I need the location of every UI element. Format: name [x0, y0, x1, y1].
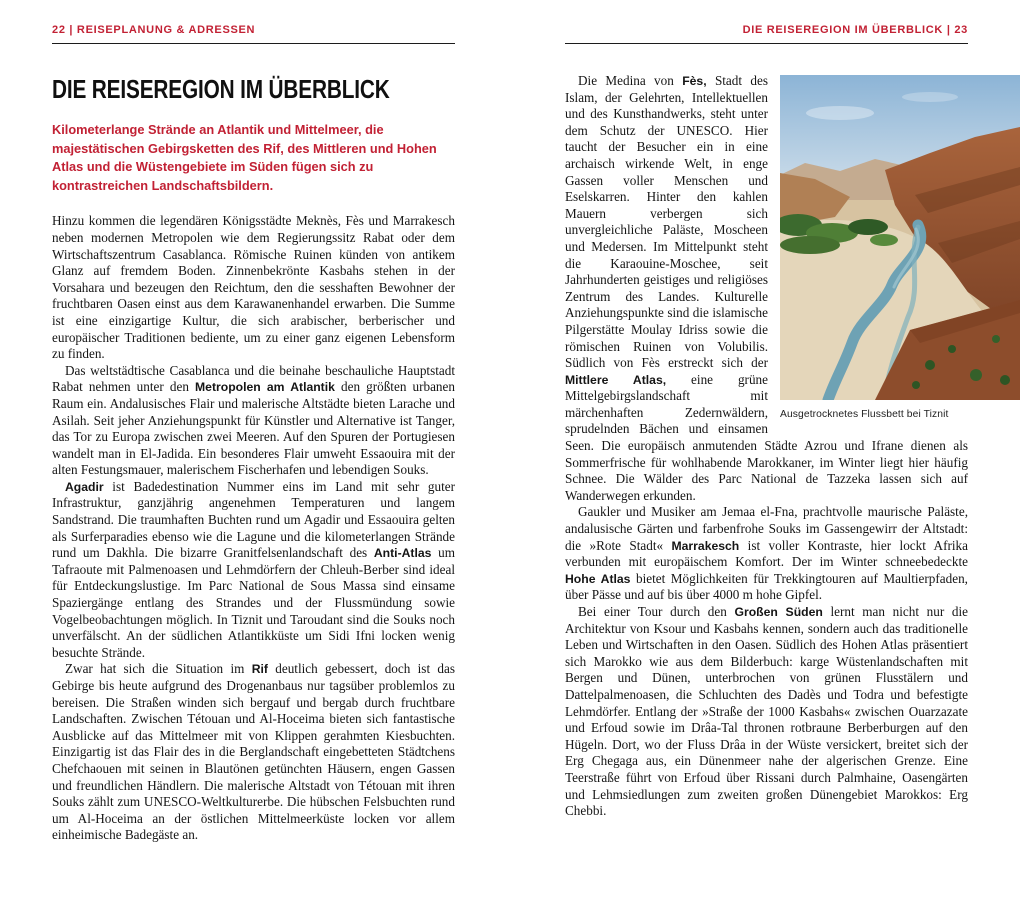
head-rule-left — [52, 43, 455, 44]
text-run: deutlich gebessert, doch ist das Gebirge bis heute aufgrund des Drogenanbaus nur tagsüber problemlos zu bereisen. Die Straßen winden sich bergauf und bergab durch fruchtbare Landschaften. Zwischen Tétouan und Al-Hoceima bieten sich fantastische Ausblicke auf das Mittelmeer mit von Klippen gerahmten Kiesbuchten. Einzigartig ist das Flair des in die Berglandschaft eingebetteten Städtchens Chefchaouen mit seinen in Blautönen getünchten Häusern, engen Gassen und freundlichen Händlern. Die malerische Altstadt von Tétouan mit ihren Souks zählt zum UNESCO-Weltkulturerbe. Die hübschen Felsbuchten rund um Al-Hoceima an der östlichen Mittelmeerküste locken vor allem einheimische Badegäste an. — [52, 661, 455, 843]
text-run: lernt man nicht nur die Architektur von Ksour und Kasbahs kennen, sondern auch das traditionelle Leben und Wirtschaften in den Oasen. Südlich des Hohen Atlas präsentiert sich Marokko wie aus dem Bilderbuch: karge Wüstenlandschaften mit Bergen und Dünen, unterbrochen von grünen Flusstälern und Dattelpalmenoasen, die Schluchten des Dadès und Todra und befestigte Lehmdörfer. Entlang der »Straße der 1000 Kasbahs« zwischen Ouarzazate und Erfoud sowie im Drâa-Tal thronen rotbraune Berberburgen auf den Hügeln. Dort, wo der Fluss Drâa in der Wüste versickert, breitet sich der Erg Chegaga aus, ein Dünenmeer nahe der algerischen Grenze. Eine Teerstraße führt von Erfoud über Rissani durch Palmhaine, Oasengärten und Lehmsiedlungen zum zweiten großen Dünengebiet Marokkos: Erg Chebbi. — [565, 604, 969, 819]
text-run: Das weltstädtische Casablanca und die beinahe beschauliche Hauptstadt Rabat nehmen unter den — [52, 362, 455, 395]
running-head-right: DIE REISEREGION IM ÜBERBLICK | 23 — [742, 24, 968, 36]
keyword: Agadir — [65, 479, 104, 494]
lead-paragraph: Kilometerlange Strände an Atlantik und Mittelmeer, die majestätischen Gebirgsketten des Rif, des Mittleren und Hohen Atlas und die Wüstengebiete im Süden fügen sich zu kontrastreichen Landschaftsbildern. — [52, 122, 437, 193]
keyword: Rif — [251, 662, 268, 677]
text-run: Zwar hat sich die Situation im — [65, 661, 252, 677]
text-run: eine grüne Mittelgebirgslandschaft mit märchenhaften Zedernwäldern, sprudelnden Bächen und einsamen Seen. Die europäisch anmutenden Städte Azrou und Ifrane dienen als Sommerfrische für wohlhabende Marokkaner, im Winter liegt hier häufig Schnee. Die Wälder des Parc National de Tazzeka lassen sich auf Wanderwegen erkunden. — [565, 371, 968, 503]
keyword: Marrakesch — [671, 538, 740, 553]
right-body-text — [565, 73, 968, 820]
photo-caption: Ausgetrocknetes Flussbett bei Tiznit — [780, 409, 949, 420]
keyword: Anti-Atlas — [373, 546, 432, 561]
text-run: Die Medina von — [578, 73, 683, 88]
photo-desert-riverbed — [780, 75, 1020, 400]
text-run: ist voller Kontraste, hier lockt Afrika verbunden mit europäischem Komfort. Der im Winter schneebedeckte — [565, 537, 968, 570]
text-run: Stadt des Islam, der Gelehrten, Intellektuellen und des Kunsthandwerks, steht unter dem Schutz der UNESCO. Hier taucht der Besucher ein in eine archaisch wirkende Welt, in enge Gassen voller Menschen und Eselskarren. Hinter den kahlen Mauern verbergen sich unvergleichliche Paläste, Moscheen und Medersen. Im Mittelpunkt steht die Karaouine-Moschee, seit Jahrhunderten geistiges und religiöses Zentrum des Landes. Kulturelle Anziehungspunkte sind die islamische Pilgerstätte Moulay Idriss sowie die römischen Ruinen von Volubilis. Südlich von Fès erstreckt sich der — [565, 73, 768, 371]
paragraph — [565, 604, 968, 820]
text-run: ist Badedestination Nummer eins im Land mit sehr guter Infrastruktur, ganzjährig angenehmen Temperaturen und langem Sandstrand. Die traumhaften Buchten rund um Agadir und Essaouira gelten als Surferparadies ebenso wie die Lagune und die kilometerlangen Strände rund um Dakhla. Die bizarre Granitfelsenlandschaft des — [52, 478, 455, 561]
text-run: bietet Möglichkeiten für Trekkingtouren auf Maultierpfaden, über Pässe und auf bis über 4000 m hohe Gipfel. — [565, 570, 968, 603]
page-title: DIE REISEREGION IM ÜBERBLICK — [52, 74, 390, 104]
head-rule-right — [565, 43, 968, 44]
text-run: Gaukler und Musiker am Jemaa el-Fna, prachtvolle maurische Paläste, andalusische Gärten und farbenfrohe Souks im Gassengewirr der Altstadt: die »Rote Stadt« — [565, 504, 968, 553]
page-right — [510, 0, 1020, 898]
paragraph — [52, 213, 455, 362]
text-run: Bei einer Tour durch den — [578, 604, 735, 619]
running-head-left: 22 | REISEPLANUNG & ADRESSEN — [52, 24, 256, 36]
left-body-text — [52, 213, 455, 844]
text-run: Hinzu kommen die legendären Königsstädte Meknès, Fès und Marrakesch neben modernen Metropolen wie dem Regierungssitz Rabat oder dem Wirtschaftszentrum Casablanca. Römische Ruinen künden von antikem Glanz auf fremdem Boden. Zinnenbekrönte Kasbahs stehen in der Vorsahara und bezeugen den Reichtum, den die sesshaften Bewohner der fruchtbaren Oasen einst aus dem Karawanenhandel erwarben. Die Summe ist eine einzigartige Kultur, die sich arabischer, berberischer und europäischer Traditionen bediente, um zu einer ganz eigenen Lebensform zu finden. — [52, 213, 455, 362]
paragraph — [52, 661, 455, 844]
text-run: um Tafraoute mit Palmenoasen und Lehmdörfern der Chleuh-Berber sind ideal für Entdeckungslustige. Im Parc National de Sous Massa sind einsame Spaziergänge entlang des Strandes und der Flussmündung sowie Vogelbeobachtungen möglich. In Tiznit und Taroudant sind die Souks noch unverfälscht. An der südlichen Atlantikküste um Sidi Ifni locken wenig besuchte Strände. — [52, 545, 455, 660]
keyword: Metropolen am Atlantik — [195, 380, 335, 395]
paragraph — [52, 479, 455, 662]
paragraph — [52, 363, 455, 479]
keyword: Hohe Atlas — [565, 571, 631, 586]
keyword: Großen Süden — [734, 605, 823, 619]
paragraph — [565, 504, 968, 604]
photo-figure — [780, 75, 1020, 424]
keyword: Fès, — [682, 74, 707, 88]
text-run: den größten urbanen Raum ein. Andalusisches Flair und malerische Altstädte bieten Larache und Asilah. Seit jeher Anziehungspunkt für Künstler und Alternative ist Tanger, das Tor zu Europa zwischen zwei Meeren. Auf den Spuren der Portugiesen wandelt man in El-Jadida. Ein besonderes Flair umweht Essaouira mit der alten Festungsmauer, malerischem Fischerhafen und lebendigen Souks. — [52, 379, 455, 478]
keyword: Mittlere Atlas, — [565, 372, 667, 387]
